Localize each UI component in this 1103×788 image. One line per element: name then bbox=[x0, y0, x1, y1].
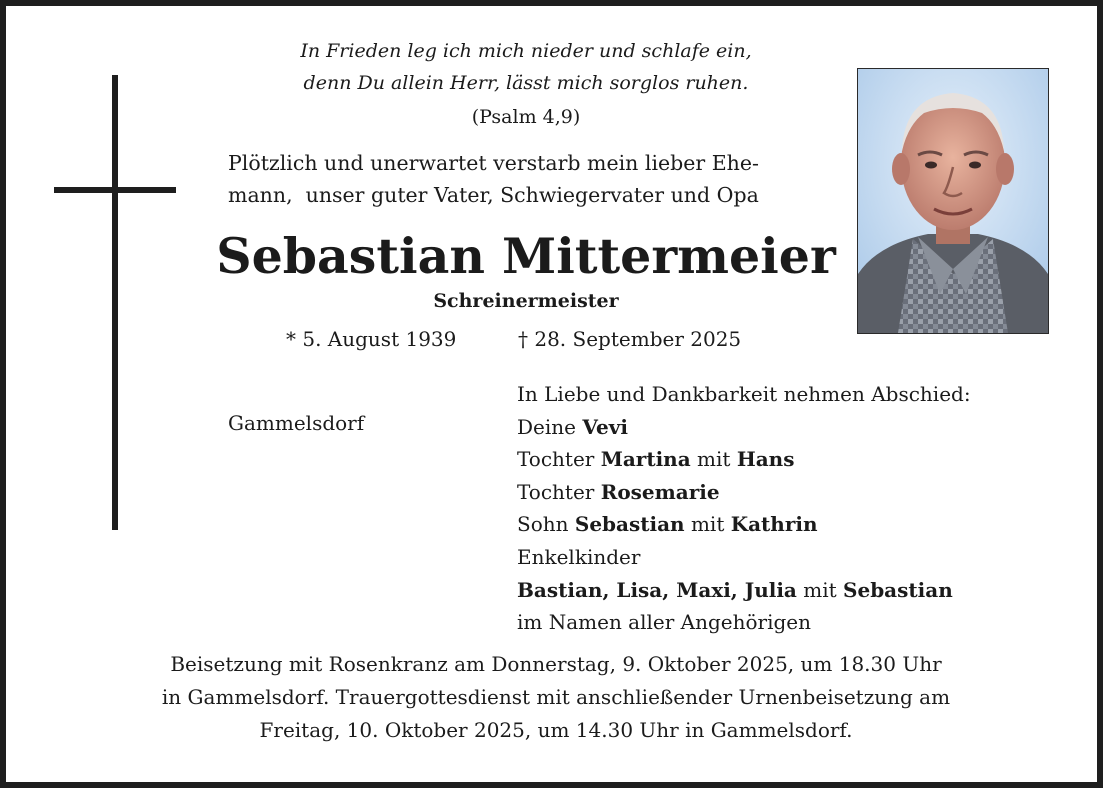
mourner-name: Hans bbox=[736, 447, 795, 472]
bible-verse bbox=[206, 35, 846, 99]
funeral-details bbox=[66, 648, 1046, 747]
mourner-text: mit bbox=[796, 577, 844, 602]
announcement-line-2: mann, unser guter Vater, Schwiegervater und Opa bbox=[228, 183, 759, 207]
portrait-illustration bbox=[858, 69, 1048, 333]
cross-vertical-bar bbox=[112, 75, 118, 530]
verse-reference: (Psalm 4,9) bbox=[471, 106, 581, 128]
mourner-name: Sebastian bbox=[574, 512, 685, 537]
mourner-text: im Namen aller Angehörigen bbox=[517, 610, 812, 635]
mourner-name: Sebastian bbox=[843, 577, 953, 602]
mourner-line bbox=[517, 606, 971, 639]
mourner-text: Deine bbox=[517, 414, 583, 439]
announcement-line-1: Plötzlich und unerwartet verstarb mein lieber Ehe- bbox=[228, 151, 759, 175]
mourner-line bbox=[517, 574, 971, 607]
mourner-line bbox=[517, 411, 971, 444]
mourner-line bbox=[517, 476, 971, 509]
funeral-line-3: Freitag, 10. Oktober 2025, um 14.30 Uhr in Gammelsdorf. bbox=[259, 718, 853, 742]
death-date: † 28. September 2025 bbox=[518, 327, 742, 351]
mourner-name: Martina bbox=[600, 447, 691, 472]
mourner-text: Sohn bbox=[517, 512, 575, 537]
mourner-text: Tochter bbox=[517, 479, 601, 504]
funeral-line-2: in Gammelsdorf. Trauergottesdienst mit anschließender Urnenbeisetzung am bbox=[161, 685, 951, 709]
funeral-line-1: Beisetzung mit Rosenkranz am Donnerstag, 9. Oktober 2025, um 18.30 Uhr bbox=[170, 652, 942, 676]
mourner-line bbox=[517, 508, 971, 541]
mourner-name: Bastian, Lisa, Maxi, Julia bbox=[517, 577, 797, 602]
mourner-line bbox=[517, 443, 971, 476]
deceased-portrait-photo bbox=[857, 68, 1049, 334]
mourners-list bbox=[517, 378, 971, 639]
deceased-name: Sebastian Mittermeier bbox=[216, 227, 836, 285]
birth-date: * 5. August 1939 bbox=[286, 327, 457, 351]
mourner-name: Rosemarie bbox=[600, 479, 720, 504]
verse-line-2: denn Du allein Herr, lässt mich sorglos ruhen. bbox=[303, 72, 749, 94]
mourner-name: Kathrin bbox=[730, 512, 818, 537]
mourner-text: Enkelkinder bbox=[517, 544, 641, 569]
verse-line-1: In Frieden leg ich mich nieder und schlafe ein, bbox=[300, 40, 752, 62]
mourners-intro: In Liebe und Dankbarkeit nehmen Abschied: bbox=[517, 382, 971, 406]
mourner-text: Tochter bbox=[517, 447, 601, 472]
mourner-lines bbox=[517, 411, 971, 639]
mourner-text: mit bbox=[690, 447, 737, 472]
mourner-name: Vevi bbox=[582, 414, 628, 439]
mourner-line bbox=[517, 541, 971, 574]
deceased-profession: Schreinermeister bbox=[433, 290, 619, 312]
announcement bbox=[228, 147, 848, 211]
cross-horizontal-bar bbox=[54, 187, 176, 193]
mourner-text: mit bbox=[684, 512, 731, 537]
residence-place: Gammelsdorf bbox=[228, 411, 365, 435]
